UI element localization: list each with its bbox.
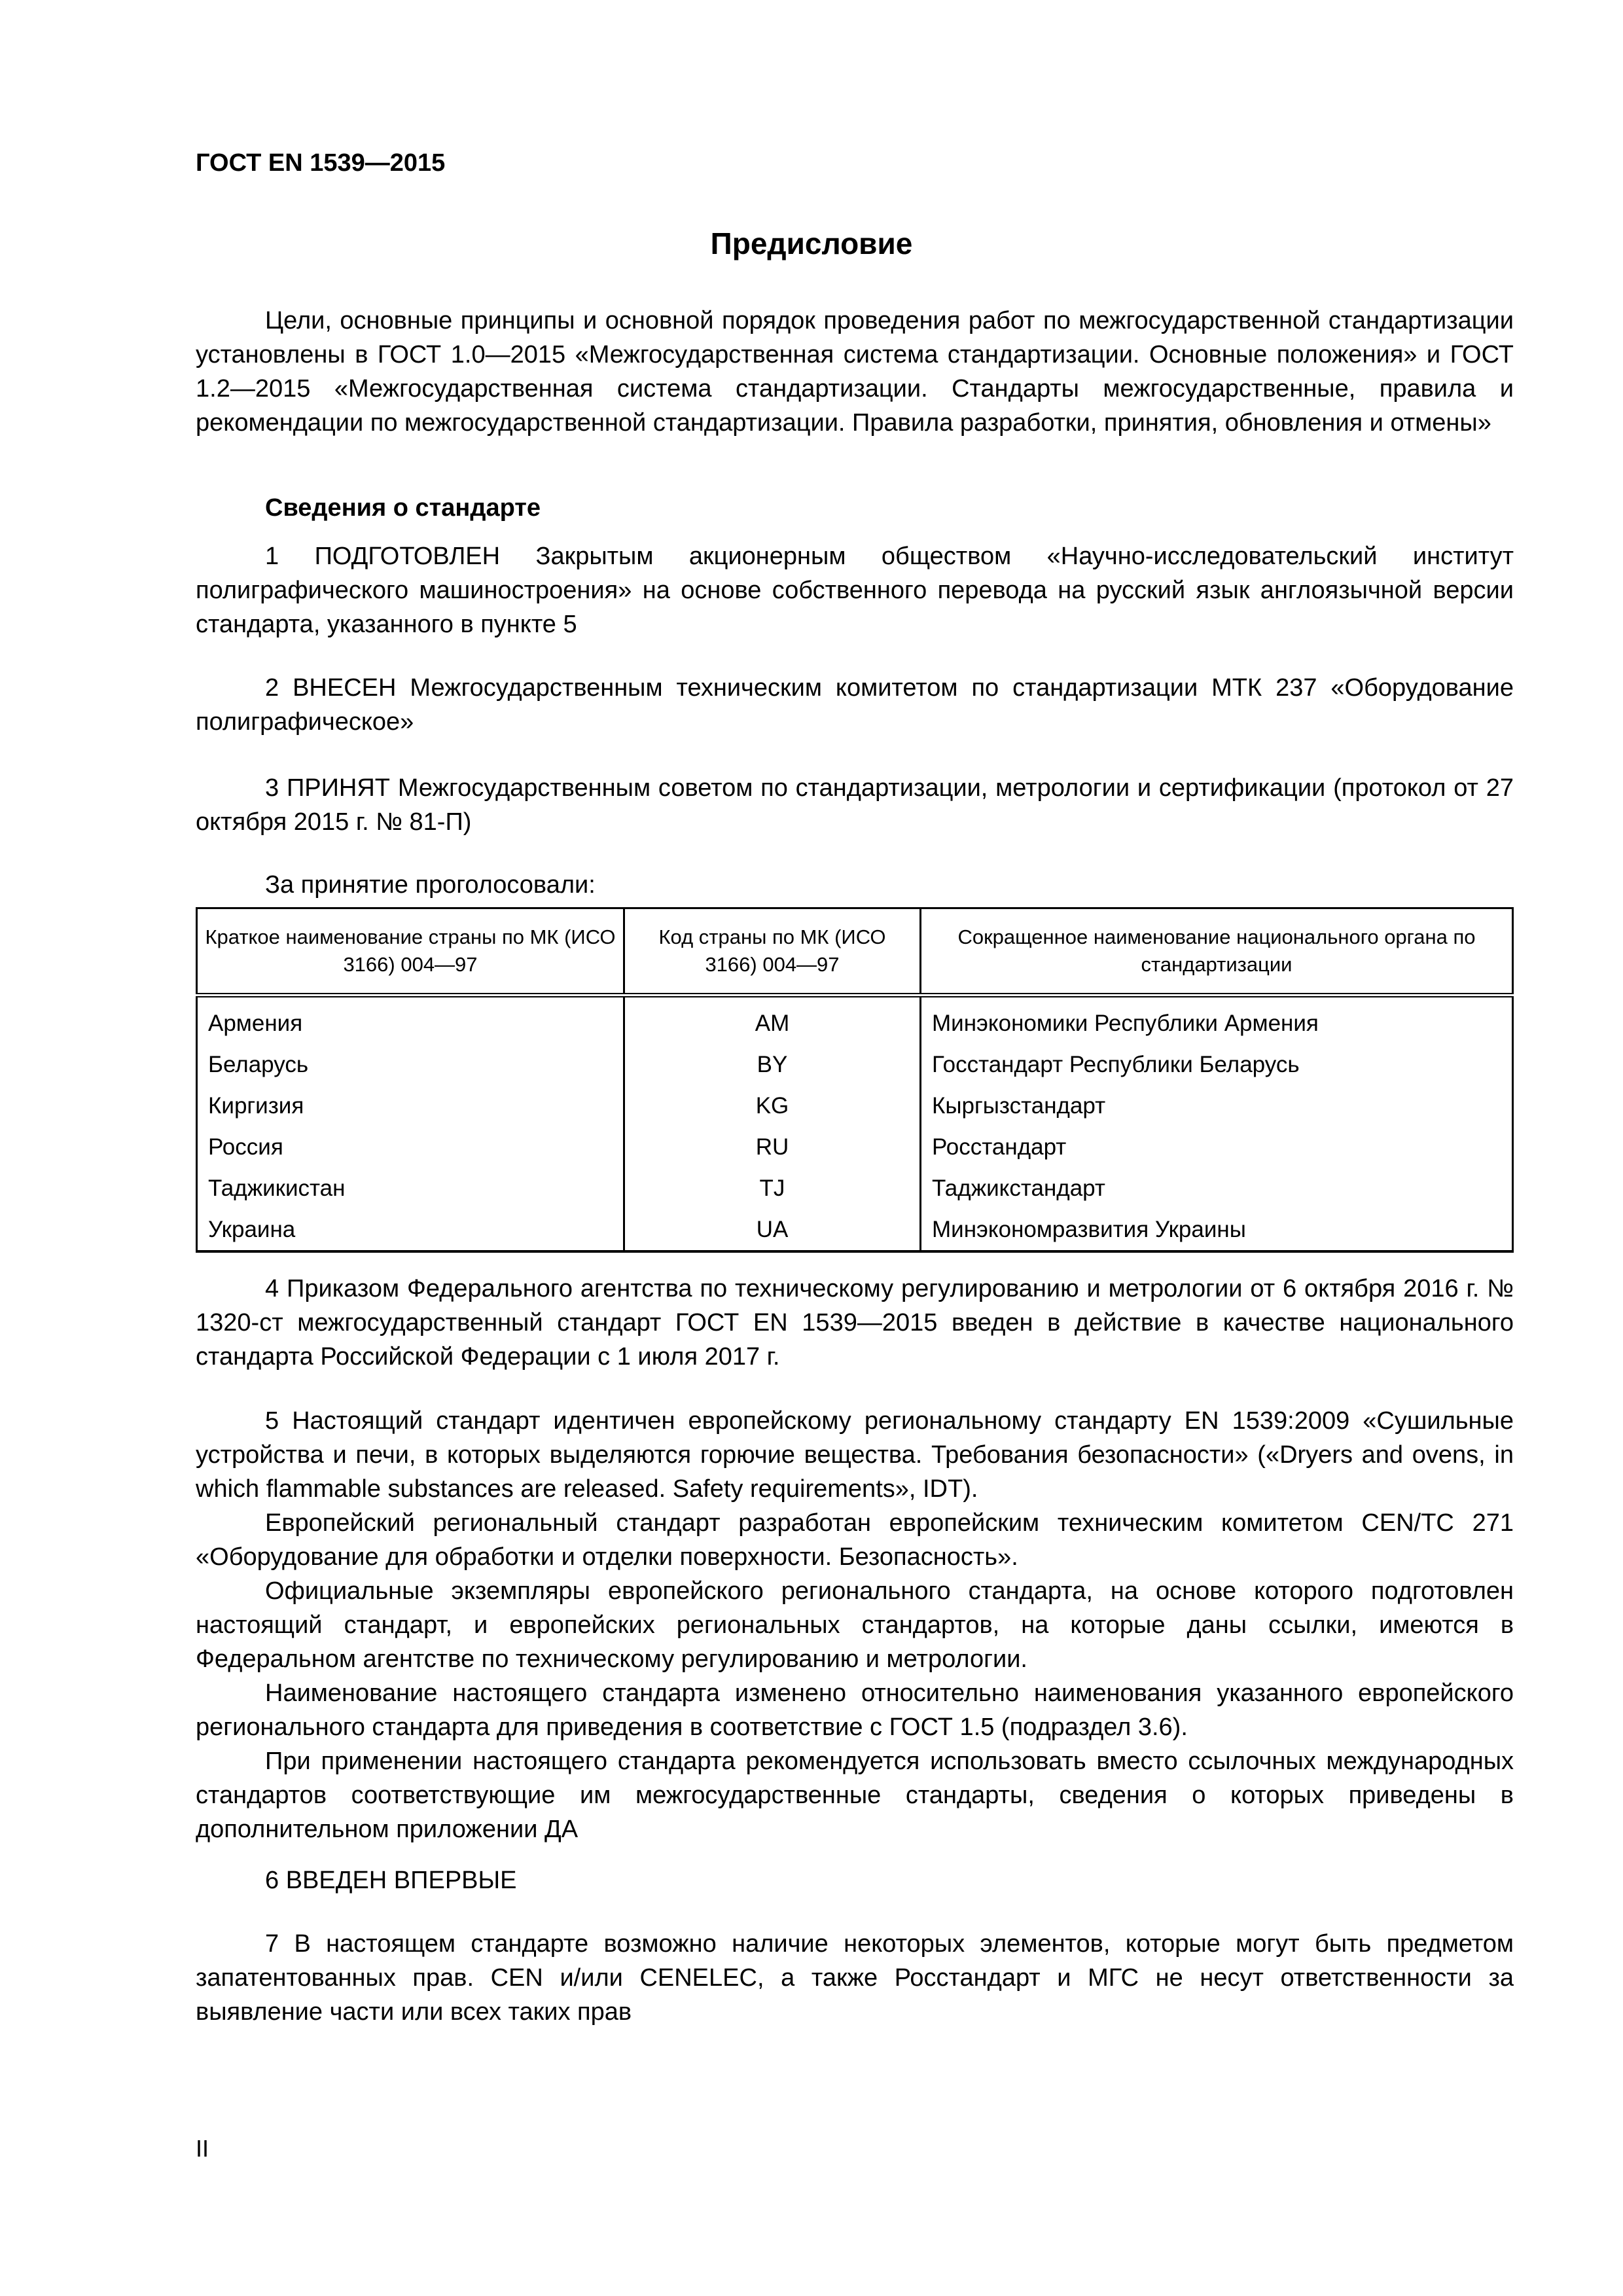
voted-label-text: За принятие проголосовали: [265,871,596,899]
section-heading [196,491,1514,525]
document-code: ГОСТ EN 1539—2015 [196,149,446,177]
cell-authority: Минэкономразвития Украины [921,1209,1513,1251]
item-3 [196,771,1514,839]
item-6 [196,1863,1514,1897]
table-row [197,1085,1513,1126]
item-5-references-text: При применении настоящего стандарта рекомендуется использовать вместо ссылочных международных стандартов соответствующие им межгосударственные стандарты, сведения о которых приведены в дополнительном приложении ДА [196,1748,1514,1843]
cell-code: AM [624,996,921,1045]
cell-country: Беларусь [197,1044,624,1085]
item-4 [196,1272,1514,1374]
item-5-official-copies-text: Официальные экземпляры европейского регионального стандарта, на основе которого подготовлен настоящий стандарт, и европейских региональных стандартов, на которые даны ссылки, имеются в Федеральном агентстве по техническому регулированию и метрологии. [196,1577,1514,1673]
voted-label [196,868,1514,902]
item-4-text: 4 Приказом Федерального агентства по техническому регулированию и метрологии от 6 октября 2016 г. № 1320-ст межгосударственный стандарт ГОСТ EN 1539—2015 введен в действие в качестве национального стандарта Российской Федерации с 1 июля 2017 г. [196,1275,1514,1371]
item-2-text: 2 ВНЕСЕН Межгосударственным техническим комитетом по стандартизации МТК 237 «Оборудование полиграфическое» [196,674,1514,736]
item-6-text: 6 ВВЕДЕН ВПЕРВЫЕ [265,1867,517,1894]
page-title: Предисловие [710,226,913,260]
header-authority: Сокращенное наименование национального органа по стандартизации [921,908,1513,996]
table-row [197,1168,1513,1209]
item-3-text: 3 ПРИНЯТ Межгосударственным советом по стандартизации, метрологии и сертификации (протокол от 27 октября 2015 г. № 81-П) [196,774,1514,836]
intro-paragraph [196,304,1514,440]
table-row [197,1209,1513,1251]
cell-code: BY [624,1044,921,1085]
cell-authority: Госстандарт Республики Беларусь [921,1044,1513,1085]
cell-authority: Таджикстандарт [921,1168,1513,1209]
page-number: II [196,2135,209,2162]
table-header-row [197,908,1513,996]
cell-country: Армения [197,996,624,1045]
item-2 [196,671,1514,739]
cell-code: TJ [624,1168,921,1209]
cell-country: Украина [197,1209,624,1251]
table-row [197,1126,1513,1168]
table-row [197,1044,1513,1085]
table-row [197,996,1513,1045]
cell-authority: Росстандарт [921,1126,1513,1168]
cell-authority: Кыргызстандарт [921,1085,1513,1126]
item-5-text: 5 Настоящий стандарт идентичен европейскому региональному стандарту EN 1539:2009 «Сушильные устройства и печи, в которых выделяются горючие вещества. Требования безопасности» («Dryers and ovens, in which flammable substances are released. Safety requirements», IDT). [196,1407,1514,1503]
item-7 [196,1927,1514,2029]
item-5-cen-text: Европейский региональный стандарт разработан европейским техническим комитетом CEN/TC 271 «Оборудование для обработки и отделки поверхности. Безопасность». [196,1509,1514,1571]
intro-text: Цели, основные принципы и основной порядок проведения работ по межгосударственной стандартизации установлены в ГОСТ 1.0—2015 «Межгосударственная система стандартизации. Основные положения» и ГОСТ 1.2—2015 «Межгосударственная система стандартизации. Стандарты межгосударственные, правила и рекомендации по межгосударственной стандартизации. Правила разработки, принятия, обновления и отмены» [196,307,1514,437]
header-country: Краткое наименование страны по МК (ИСО 3166) 004—97 [197,908,624,996]
item-1-text: 1 ПОДГОТОВЛЕН Закрытым акционерным обществом «Научно-исследовательский институт полиграфического машиностроения» на основе собственного перевода на русский язык англоязычной версии стандарта, указанного в пункте 5 [196,543,1514,638]
voting-countries-table [196,907,1514,1253]
item-7-text: 7 В настоящем стандарте возможно наличие некоторых элементов, которые могут быть предметом запатентованных прав. CEN и/или CENELEC, а также Росстандарт и МГС не несут ответственности за выявление части или всех таких прав [196,1930,1514,2026]
item-5 [196,1404,1514,1846]
item-1 [196,539,1514,641]
cell-authority: Минэкономики Республики Армения [921,996,1513,1045]
cell-code: KG [624,1085,921,1126]
cell-country: Киргизия [197,1085,624,1126]
cell-country: Таджикистан [197,1168,624,1209]
cell-country: Россия [197,1126,624,1168]
cell-code: UA [624,1209,921,1251]
section-heading-text: Сведения о стандарте [265,494,541,522]
item-5-name-change-text: Наименование настоящего стандарта изменено относительно наименования указанного европейского регионального стандарта для приведения в соответствие с ГОСТ 1.5 (подраздел 3.6). [196,1679,1514,1741]
cell-code: RU [624,1126,921,1168]
header-code: Код страны по МК (ИСО 3166) 004—97 [624,908,921,996]
